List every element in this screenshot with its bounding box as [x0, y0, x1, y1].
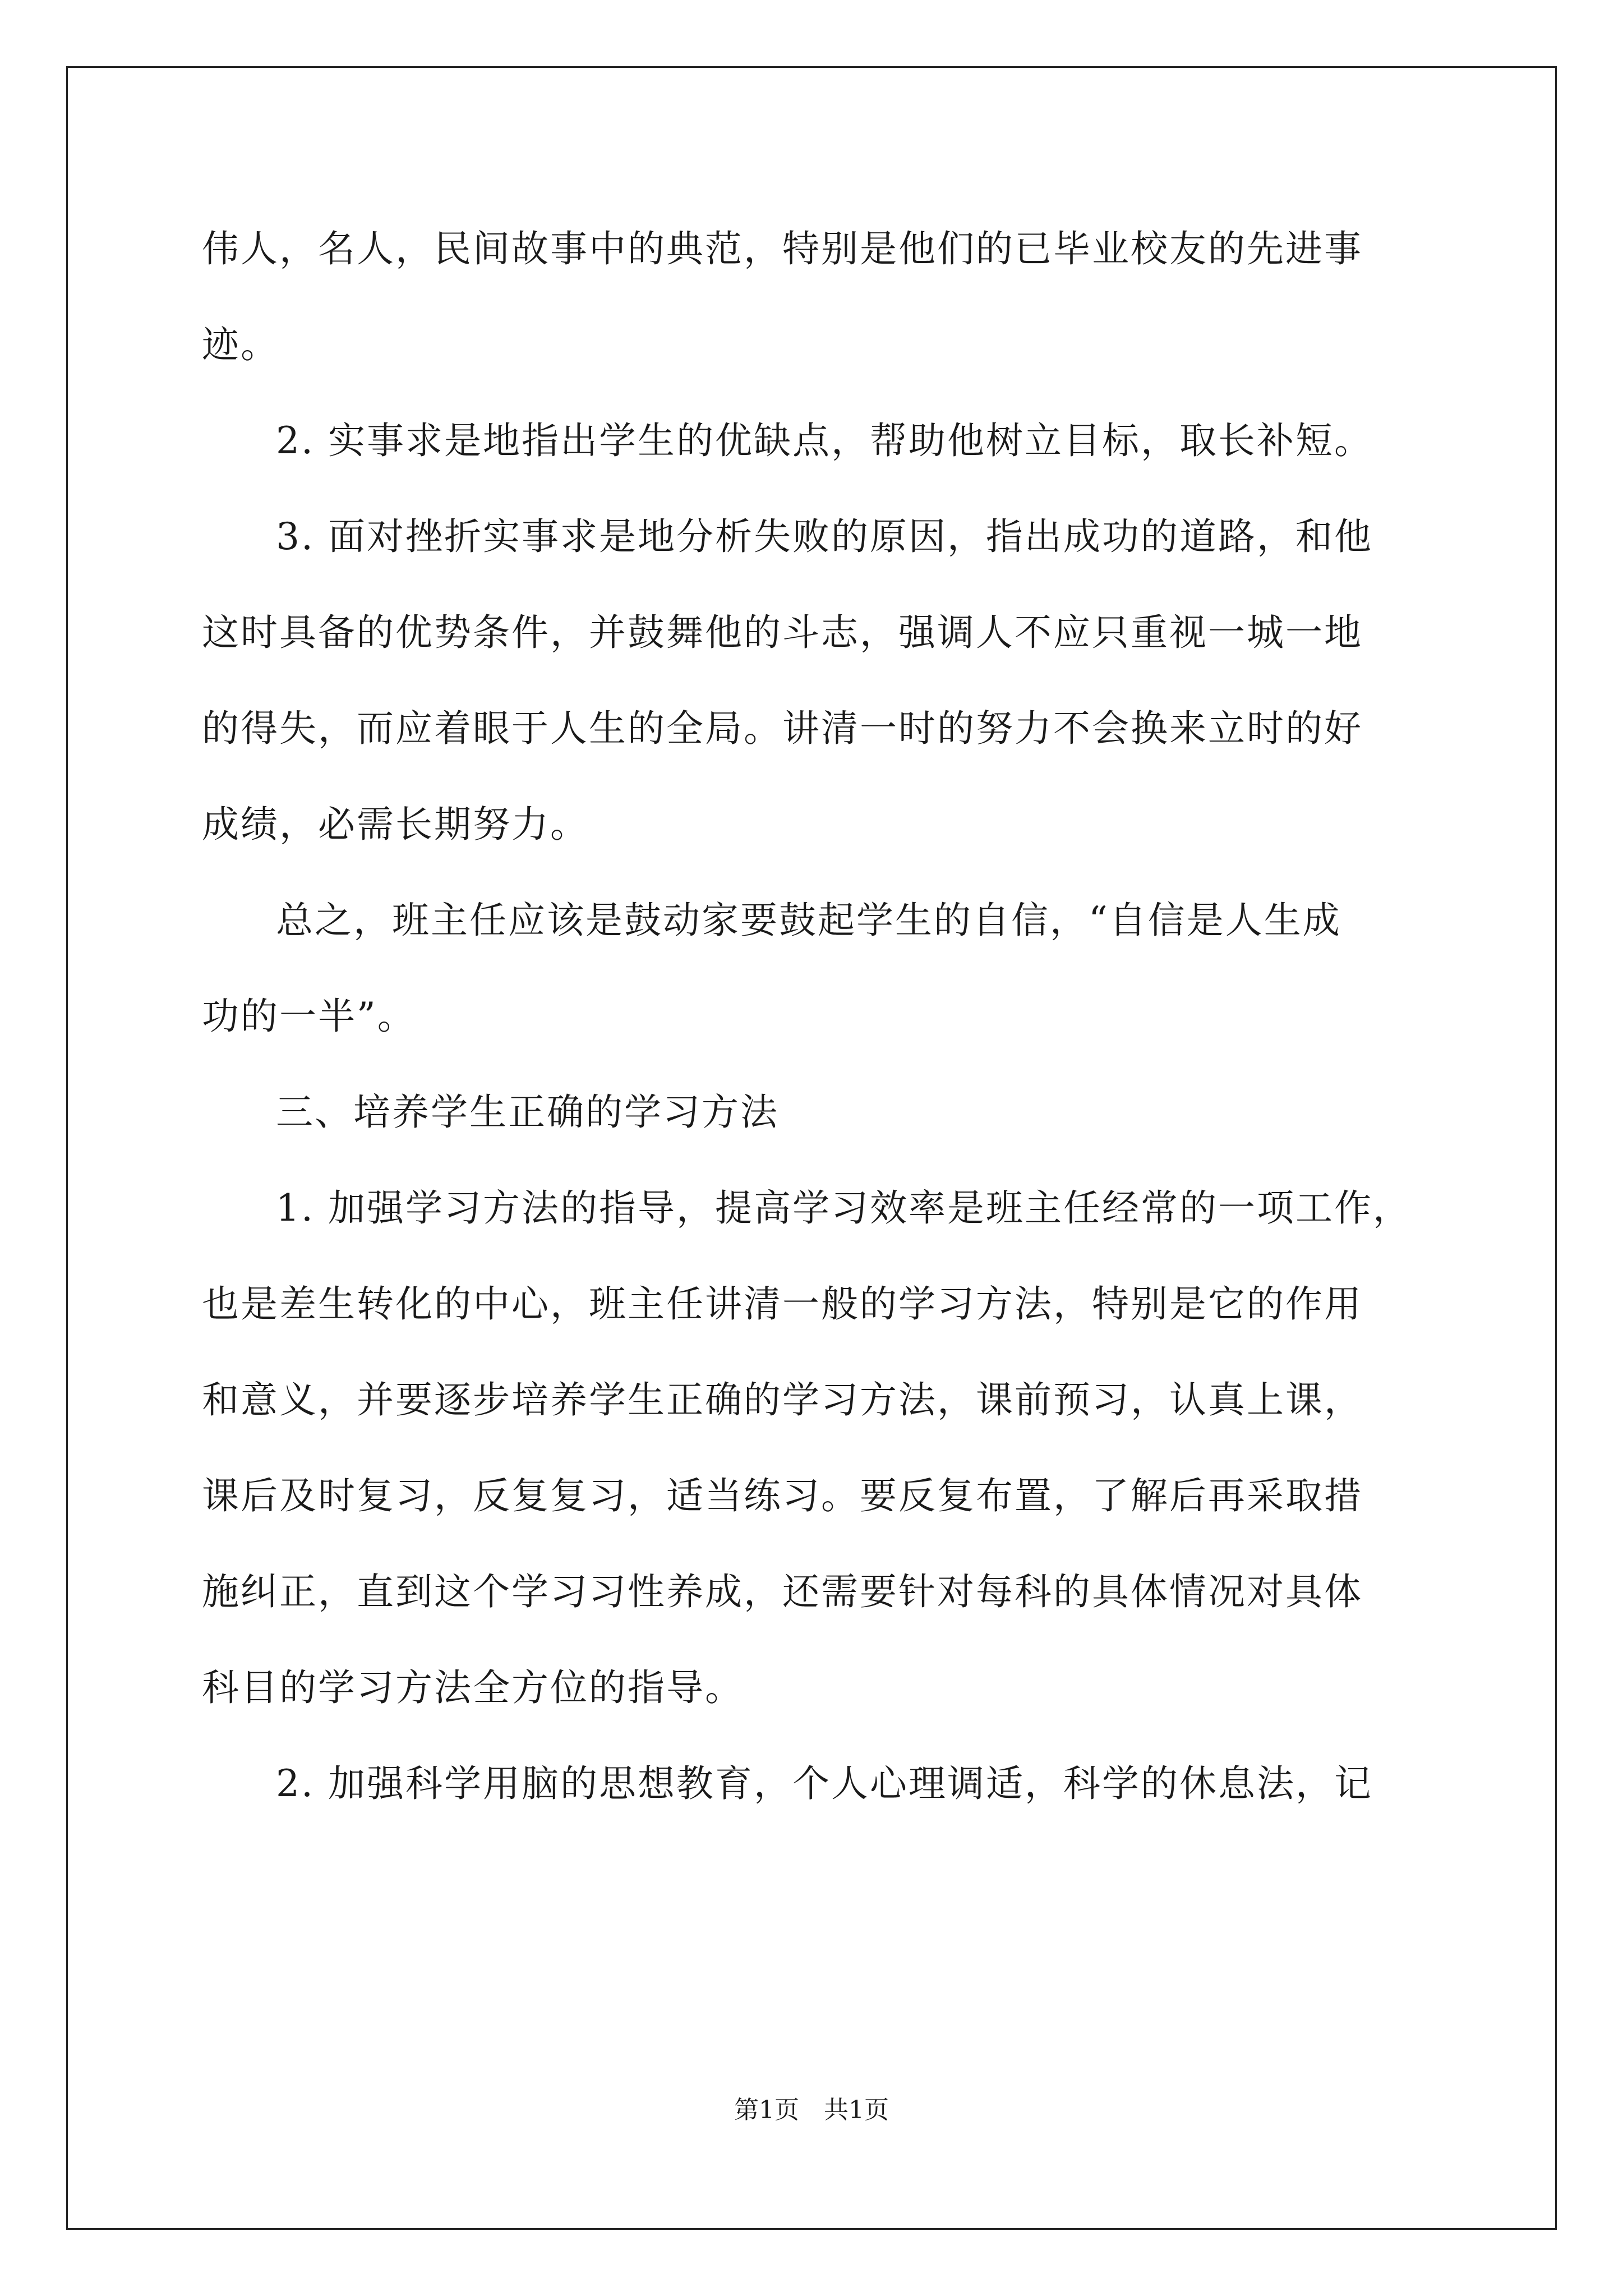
page-footer: 第1页 共1页: [734, 2096, 889, 2124]
text-line: 施纠正，直到这个学习习性养成，还需要针对每科的具体情况对具体: [202, 1570, 1363, 1613]
document-body: [202, 215, 1436, 1846]
text-line: 这时具备的优势条件，并鼓舞他的斗志，强调人不应只重视一城一地: [202, 611, 1363, 654]
text-line: 三、培养学生正确的学习方法: [276, 1091, 779, 1134]
text-line: 功的一半”。: [202, 995, 416, 1038]
text-line: 2. 加强科学用脑的思想教育，个人心理调适，科学的休息法，记: [276, 1762, 1373, 1805]
text-line: 课后及时复习，反复复习，适当练习。要反复布置，了解后再采取措: [202, 1474, 1363, 1517]
text-line: 伟人，名人，民间故事中的典范，特别是他们的已毕业校友的先进事: [202, 227, 1363, 270]
text-line: 和意义，并要逐步培养学生正确的学习方法，课前预习，认真上课，: [202, 1378, 1363, 1421]
text-line: 总之，班主任应该是鼓动家要鼓起学生的自信，“自信是人生成: [276, 899, 1341, 942]
text-line: 1. 加强学习方法的指导，提高学习效率是班主任经常的一项工作，: [276, 1186, 1412, 1230]
text-line: 迹。: [202, 323, 279, 366]
text-line: 也是差生转化的中心，班主任讲清一般的学习方法，特别是它的作用: [202, 1282, 1363, 1326]
text-line: 2. 实事求是地指出学生的优缺点，帮助他树立目标，取长补短。: [276, 419, 1373, 462]
text-line: 成绩，必需长期努力。: [202, 803, 589, 846]
text-line: 科目的学习方法全方位的指导。: [202, 1666, 744, 1709]
text-line: 3. 面对挫折实事求是地分析失败的原因，指出成功的道路，和他: [276, 515, 1373, 558]
text-line: 的得失，而应着眼于人生的全局。讲清一时的努力不会换来立时的好: [202, 707, 1363, 750]
